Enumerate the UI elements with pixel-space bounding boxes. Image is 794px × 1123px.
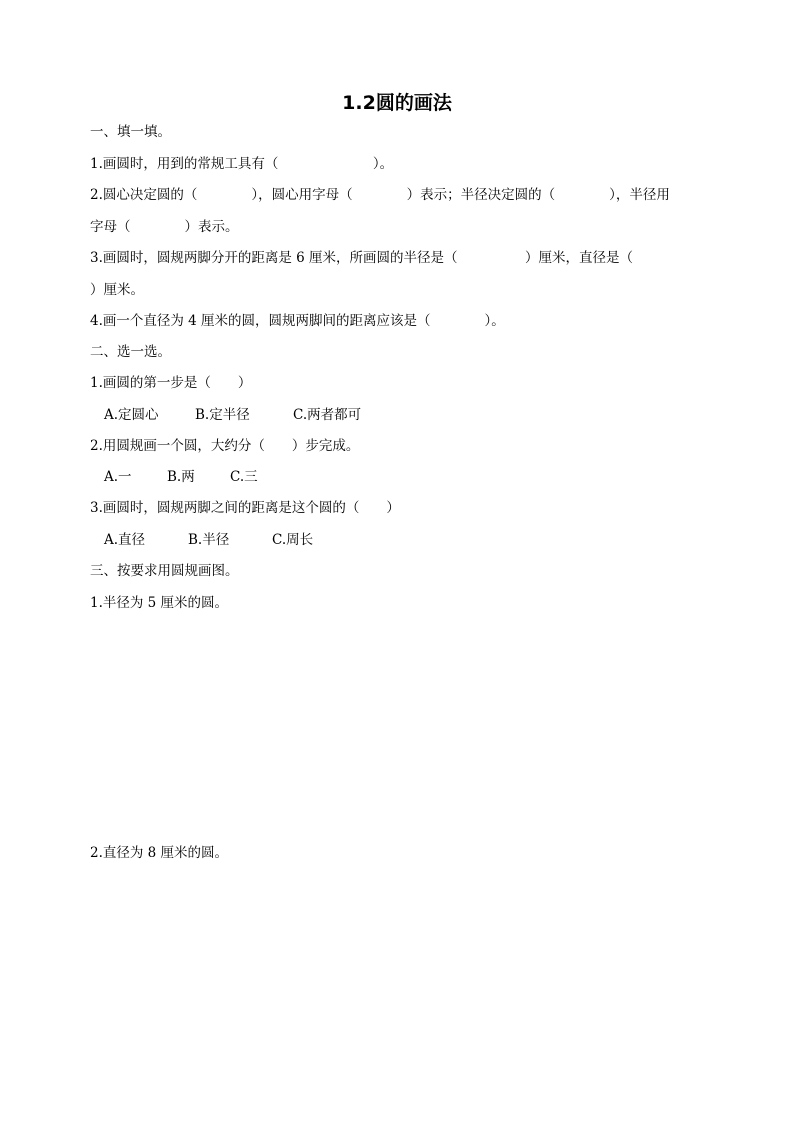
fill-question-3-line-2: ）厘米。	[90, 282, 144, 298]
option-a: A.定圆心	[104, 407, 159, 423]
option-c: C.周长	[272, 532, 314, 548]
page-title: 1.2圆的画法	[342, 92, 452, 114]
option-a: A.一	[104, 469, 132, 485]
fill-question-1: 1.画圆时，用到的常规工具有（ ）。	[90, 156, 394, 172]
option-b: B.两	[167, 469, 195, 485]
option-a: A.直径	[104, 532, 146, 548]
drawing-question-1: 1.半径为 5 厘米的圆。	[90, 595, 229, 611]
choice-question-1: 1.画圆的第一步是（ ）	[90, 375, 252, 391]
option-b: B.半径	[188, 532, 230, 548]
section-3-heading: 三、按要求用圆规画图。	[90, 563, 239, 579]
option-c: C.三	[230, 469, 258, 485]
fill-question-2-line-1: 2.圆心决定圆的（ ），圆心用字母（ ）表示；半径决定圆的（ ），半径用	[90, 187, 670, 203]
section-1-heading: 一、填一填。	[90, 124, 171, 140]
choice-question-2: 2.用圆规画一个圆，大约分（ ）步完成。	[90, 438, 360, 454]
section-2-heading: 二、选一选。	[90, 344, 171, 360]
choice-question-3: 3.画圆时，圆规两脚之间的距离是这个圆的（ ）	[90, 500, 400, 516]
fill-question-2-line-2: 字母（ ）表示。	[90, 219, 239, 235]
option-b: B.定半径	[195, 407, 250, 423]
fill-question-3-line-1: 3.画圆时，圆规两脚分开的距离是 6 厘米，所画圆的半径是（ ）厘米，直径是（	[90, 250, 634, 266]
option-c: C.两者都可	[293, 407, 362, 423]
fill-question-4: 4.画一个直径为 4 厘米的圆，圆规两脚间的距离应该是（ ）。	[90, 313, 505, 329]
drawing-question-2: 2.直径为 8 厘米的圆。	[90, 845, 229, 861]
